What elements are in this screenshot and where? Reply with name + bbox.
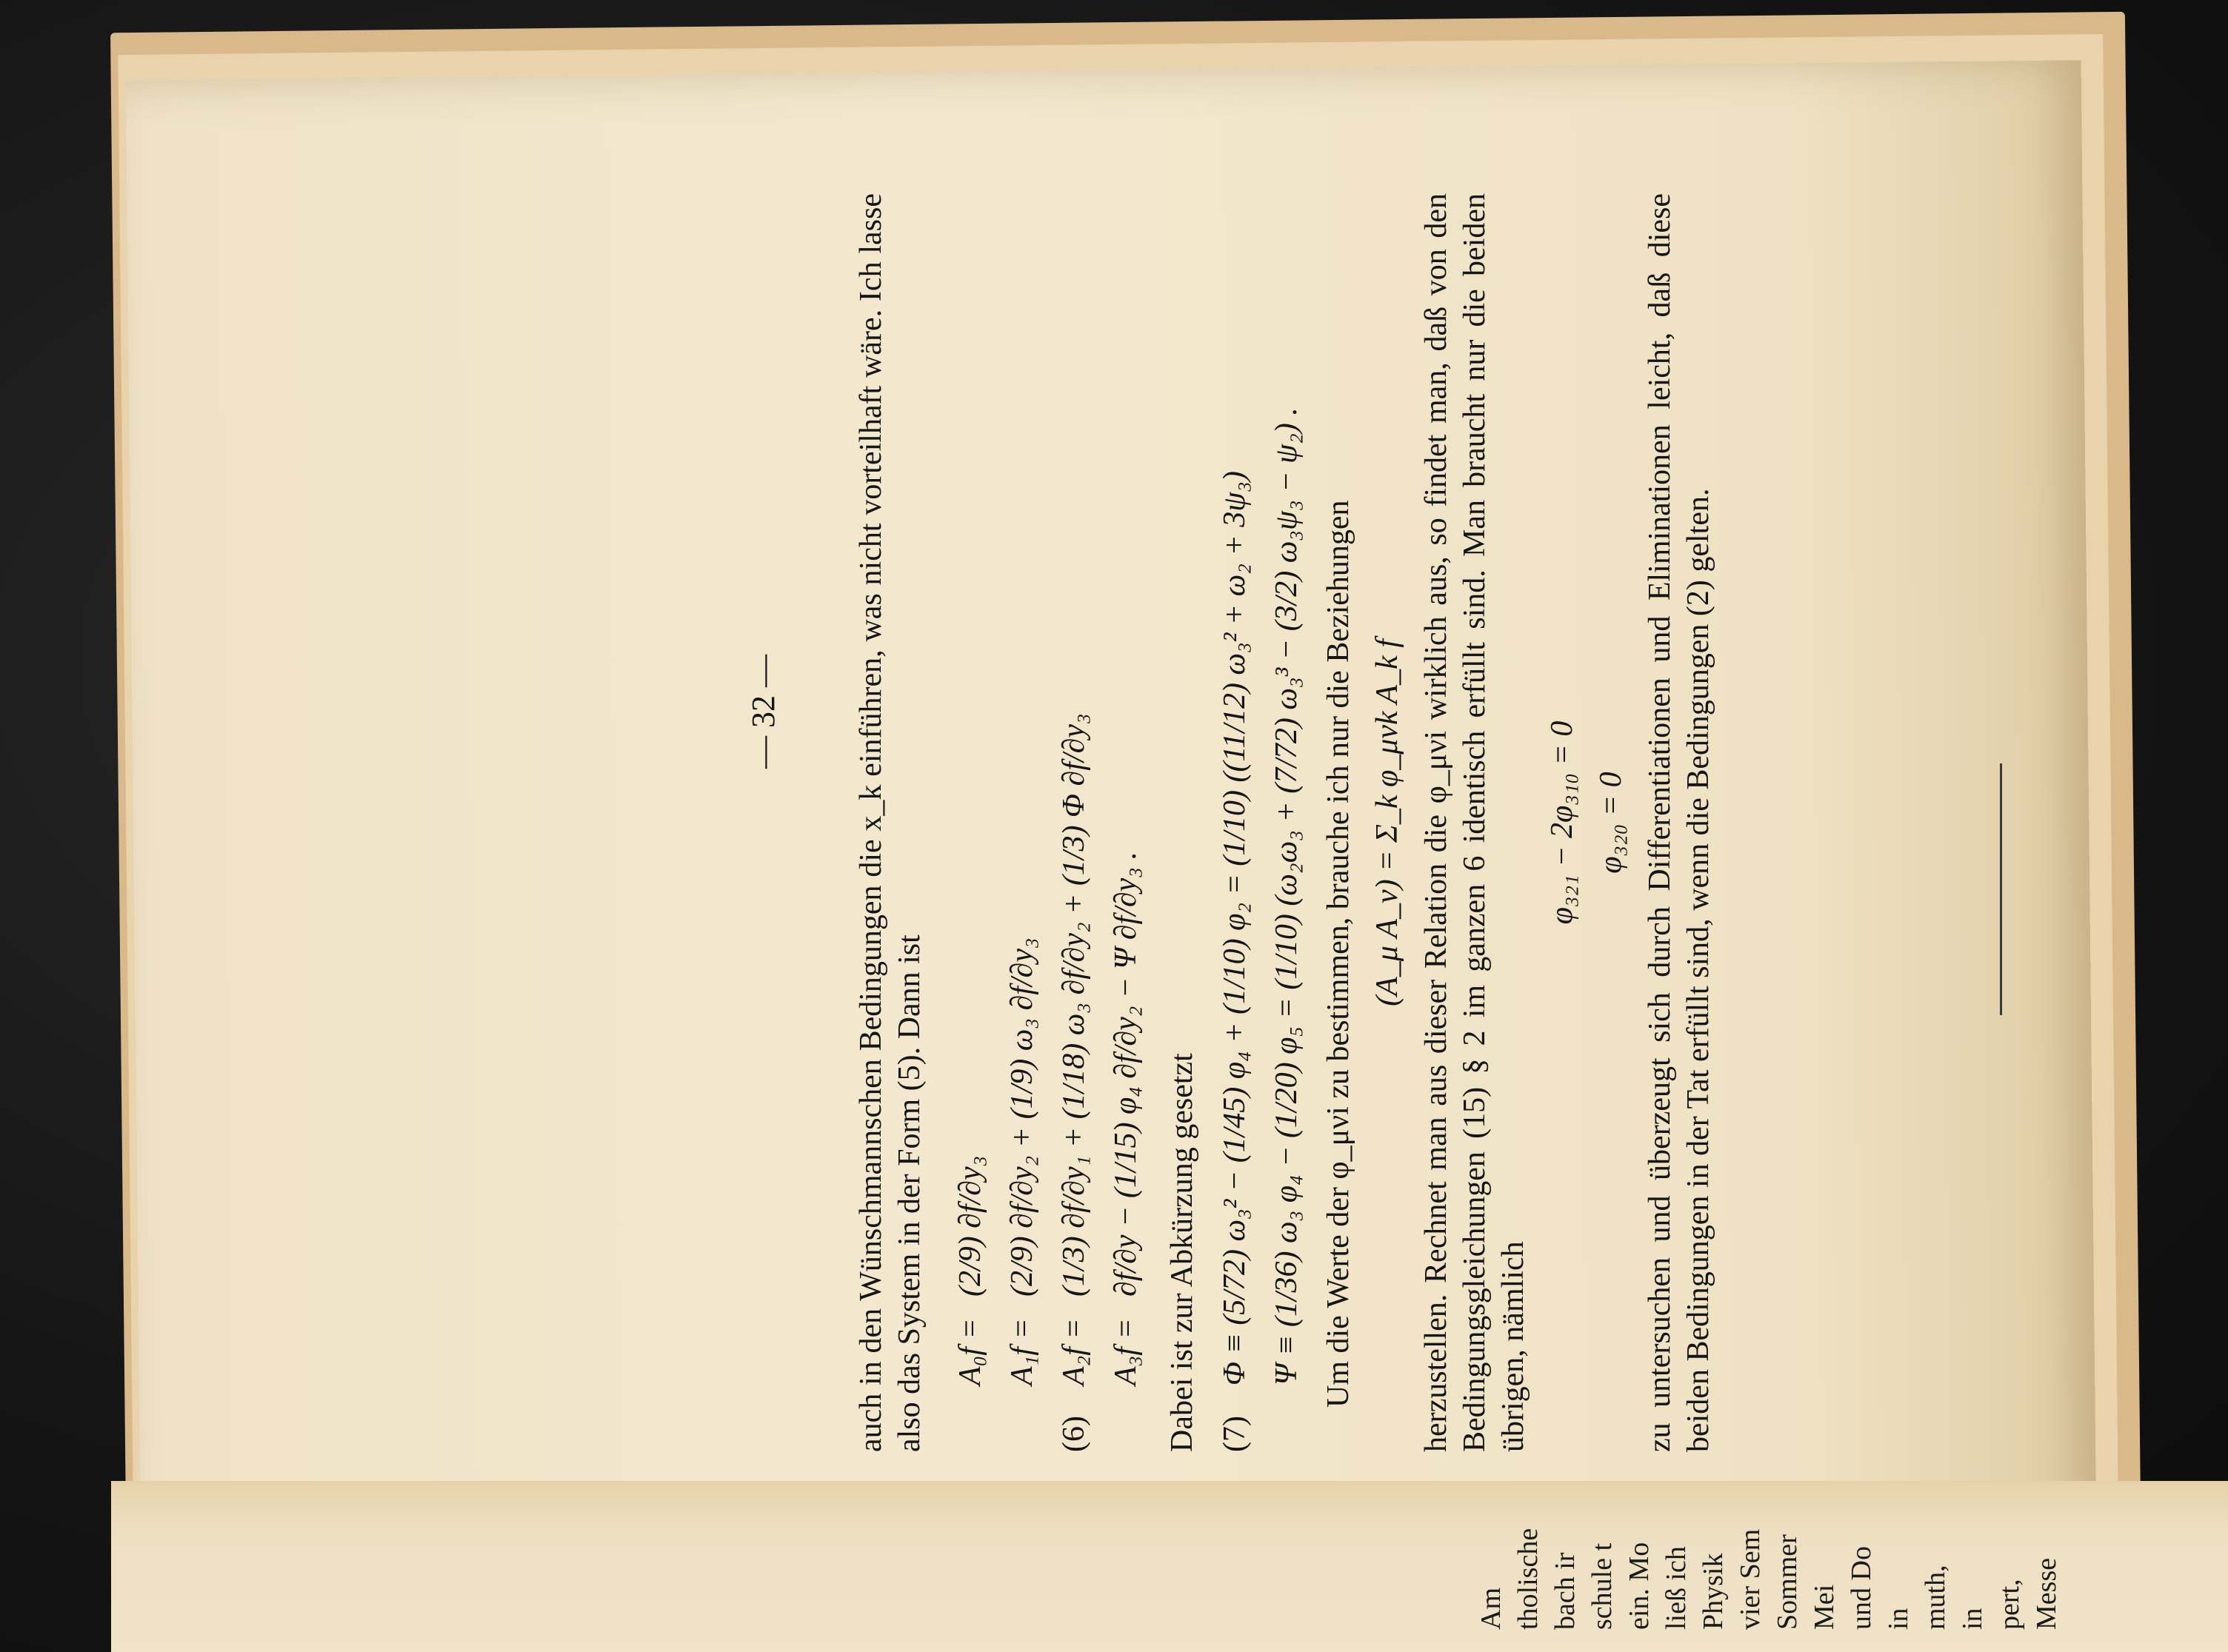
paragraph-intro: auch in den Wünschmannschen Bedingungen die x_k einführen, was nicht vorteilhaft wäre. Ich lasse also das System in der Form (5). Dann ist [854, 193, 927, 1452]
paragraph-values: Um die Werte der φ_μνi zu bestimmen, brauche ich nur die Beziehungen [1321, 500, 1355, 1408]
equation-rhs: (1/3) ∂f/∂y₁ + (1/18) ω₃ ∂f/∂y₂ + (1/3) Φ ∂f/∂y₃ [1057, 713, 1092, 1297]
margin-line: Physik [1698, 1553, 1729, 1630]
equation-rhs: ∂f/∂y − (1/15) φ₄ ∂f/∂y₂ − Ψ ∂f/∂y₃ . [1109, 852, 1144, 1297]
margin-line: muth, [1920, 1565, 1951, 1630]
equation-row [951, 193, 990, 1452]
margin-line: Mei [1809, 1584, 1840, 1630]
equation-lhs: A₂f = [1057, 1318, 1092, 1385]
margin-line: Am [1475, 1588, 1507, 1630]
equation-lhs: A₀f = [953, 1318, 988, 1385]
margin-line: in [1957, 1608, 1988, 1630]
equation-number: (7) [1217, 1416, 1252, 1452]
equation-row [1267, 193, 1306, 1452]
equation-phi: Φ ≡ (5/72) ω₃² − (1/45) φ₄ + (1/10) φ₂ = (1/10) ((11/12) ω₃² + ω₂ + 3ψ₃) [1217, 471, 1252, 1385]
equation-rhs: (2/9) ∂f/∂y₂ + (1/9) ω₃ ∂f/∂y₃ [1005, 937, 1040, 1297]
equation-system-7 [1215, 193, 1306, 1452]
margin-line: ein. Mo [1624, 1542, 1655, 1630]
section-rule [2000, 763, 2002, 1015]
relation-equation: (A_μ A_ν) = Σ_k φ_μνk A_k f [1370, 639, 1404, 1006]
margin-line: und Do [1846, 1546, 1877, 1630]
equation-psi: Ψ ≡ (1/36) ω₃ φ₄ − (1/20) φ₅ = (1/10) (ω₂ω₃ + (7/72) ω₃³ − (3/2) ω₃ψ₃ − ψ₂) . [1269, 407, 1304, 1385]
equation-system-6 [951, 193, 1145, 1452]
equation-row [1003, 193, 1041, 1452]
margin-line: Messe [2031, 1557, 2062, 1630]
margin-line: schule t [1587, 1542, 1618, 1630]
margin-line: bach ir [1550, 1552, 1581, 1630]
page-number: — 32 — [745, 655, 781, 769]
margin-line: vier Sem [1735, 1528, 1766, 1630]
condition-equation-1: φ₃₂₁ − 2φ₃₁₀ = 0 [1545, 720, 1580, 925]
text-block [852, 193, 1718, 1452]
equation-lhs: A₃f = [1109, 1318, 1144, 1385]
equation-row [1107, 193, 1145, 1452]
margin-line: Sommer [1772, 1534, 1803, 1630]
equation-lhs: A₁f = [1005, 1318, 1040, 1385]
margin-line: tholische [1512, 1528, 1544, 1630]
margin-line: pert, [1994, 1579, 2025, 1630]
margin-line: in [1883, 1608, 1914, 1630]
paragraph-abbrev: Dabei ist zur Abkürzung gesetzt [1165, 1053, 1200, 1452]
equation-number: (6) [1057, 1416, 1092, 1452]
equation-row [1055, 193, 1093, 1452]
equation-row [1215, 193, 1254, 1452]
paragraph-conclusion: zu untersuchen und überzeugt sich durch Differentiationen und Eliminationen leicht, daß diese beiden Bedingungen in der Tat erfüllt sind, wenn die Bedingungen (2) gelten. [1643, 193, 1716, 1452]
paragraph-result: herzustellen. Rechnet man aus dieser Relation die φ_μνi wirklich aus, so findet man, daß von den Bedingungsgleichungen (15) § 2 im ganzen 6 identisch erfüllt sind. Man braucht nur die beiden übrigen, nämlich [1418, 193, 1531, 1452]
equation-rhs: (2/9) ∂f/∂y₃ [953, 1155, 988, 1297]
condition-equation-2: φ₃₂₀ = 0 [1594, 772, 1629, 874]
margin-line: ließ ich [1661, 1546, 1692, 1630]
